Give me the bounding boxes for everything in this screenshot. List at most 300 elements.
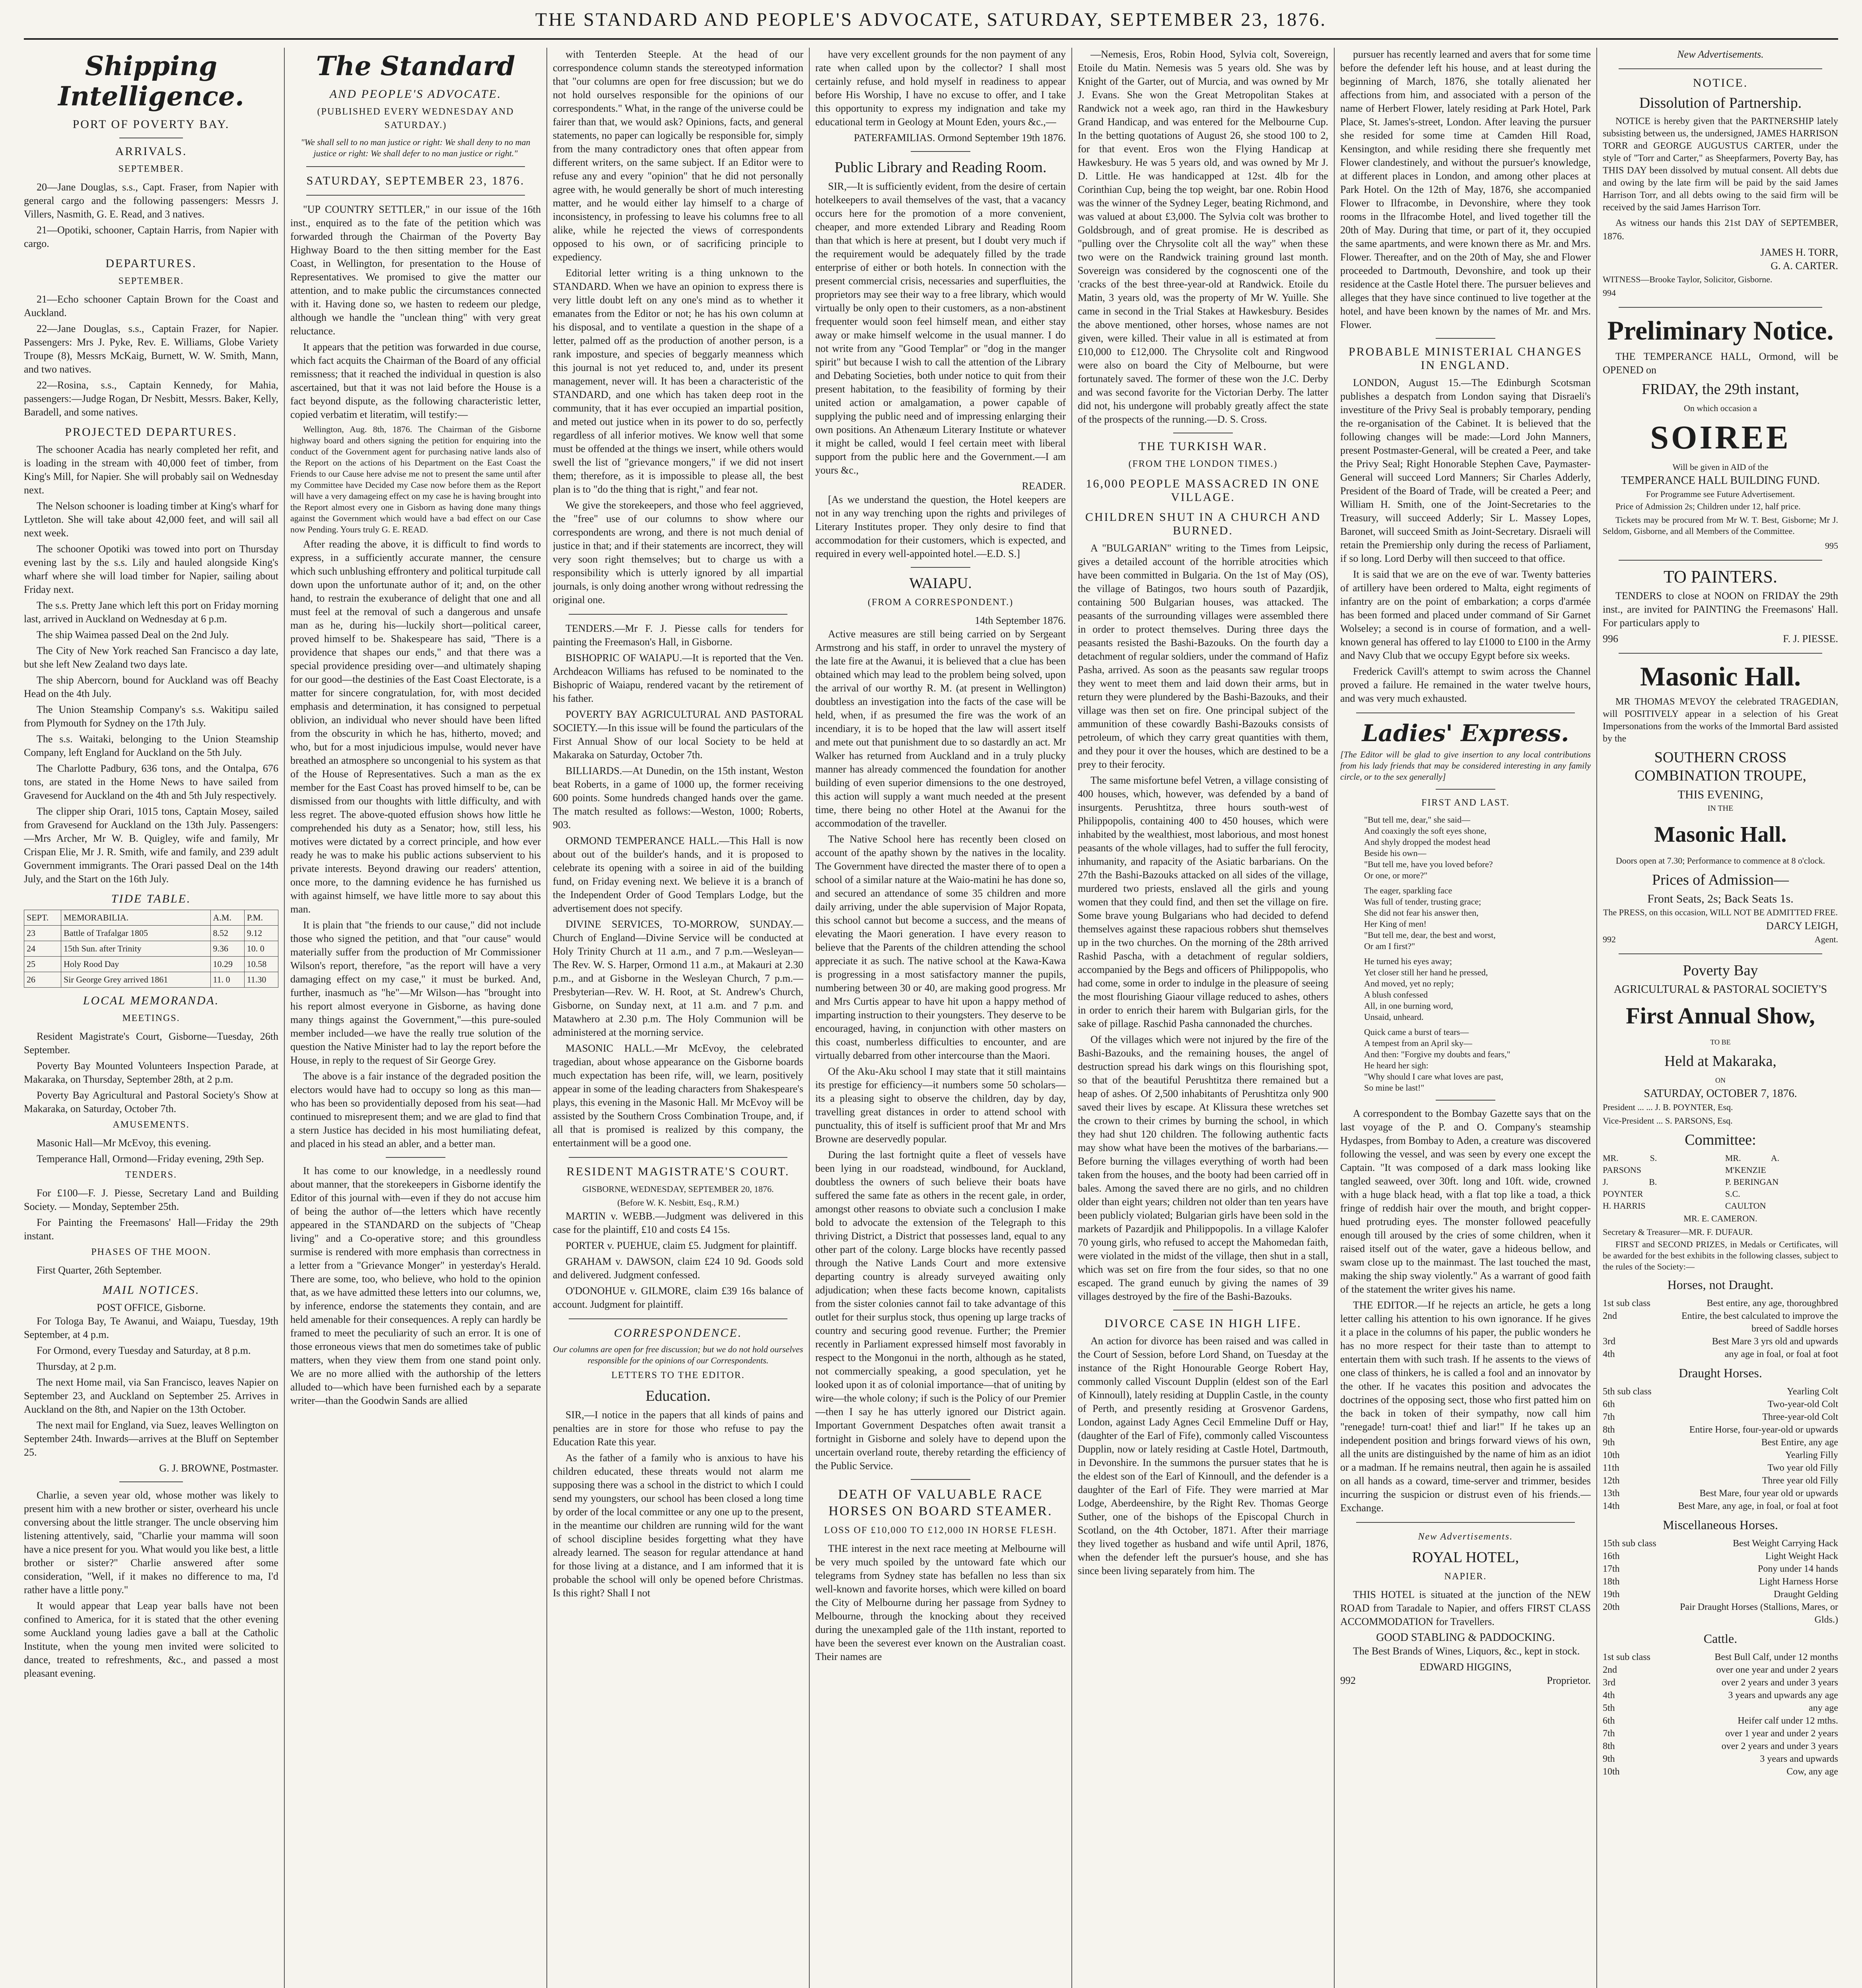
column-letters bbox=[815, 48, 1066, 1988]
divider bbox=[569, 1318, 787, 1319]
editorial-paragraph: It has come to our knowledge, in a needlessly round about manner, that the storekeepers in Gisborne identify the Editor of this journal with—even if they do not accuse him of being the author of—the letters which have recently appeared in the STANDARD on the subjects of "Cheap living" and a Co-operative store; and this groundless surmise is rendered with more emphasis than correctness in a letter from a "Grievance Monger" in yesterday's Herald. There are some, too, who believe, who hold to the opinion that, as we have admitted these letters into our columns, we, by inference, endorse the statements they contain, and are held amenable for their consequences. A reply can hardly be framed to meet the peculiarity of such an error. It is one of those erroneous views that men do sometimes take of public matters, when they view them from one stand point only. We are no more allied with the authorship of the letters alluded to—which have been furnished each by a separate writer—than the Goodwin Sands are allied bbox=[290, 1165, 541, 1406]
ministerial-paragraph: LONDON, August 15.—The Edinburgh Scotsman publishes a despatch from London saying that Disraeli's investiture of the Privy Seal is probably temporary, pending the re-organisation of the Cabinet. It is believed that the following changes will be made:—Lord John Manners, present Postmaster-General, will be created a Peer, and take the Privy Seal; Right Honorable Stephen Cave, Paymaster-General will succeed Lord Manners; Sir Charles Adderly, President of the Board of Trade, will be created a Peer; and William H. Smith, one of the Joint-Secretaries to the Treasury, will succeed Adderly; Sir L. Massey Lopes, Baronet, will succeed Smith as Joint-Secretary. Disraeli will retain the Premiership only during the recess of Parliament, if so long. Lord Derby will then succeed to that office. bbox=[1340, 377, 1591, 564]
amusement-item: Masonic Hall—Mr McEvoy, this evening. bbox=[37, 1137, 211, 1149]
editorial-paragraph: Editorial letter writing is a thing unknown to the STANDARD. When we have an opinion to express there is very little doubt left on any one's mind as to whether it emanates from the Editor or not; he has his own column at his disposal, and to ventilate a question in the shape of a letter, palmed off as the production of another person, is a rank imposture, and species of beggarly meanness which this journal is not yet reduced to, and, under its present management, never will. It has been a characteristic of the STANDARD, and one which has taken deep root in the community, that it has ever occupied an impartial position, and meted out justice when in its power to do so, perfectly regardless of all inferior motives. We know well that some must be offended at the things we insert, while others would swell the list of "grievance mongers," if we did not insert them; therefore, as it is impossible to please all, the best plan is to "do the thing that is right," and fear not. bbox=[553, 267, 803, 495]
mail-item: Thursday, at 2 p.m. bbox=[37, 1361, 117, 1372]
tide-cell: 23 bbox=[24, 926, 61, 941]
show-org: Poverty Bay bbox=[1683, 962, 1758, 979]
prize-class-row bbox=[1603, 1651, 1838, 1664]
tide-cell: Holy Rood Day bbox=[61, 957, 210, 972]
prize-class-number: 12th bbox=[1603, 1475, 1620, 1486]
prize-class-row bbox=[1603, 1487, 1838, 1500]
committee-right bbox=[1725, 1152, 1838, 1212]
column-divider bbox=[1596, 48, 1597, 1988]
turkish-paragraph: The same misfortune befel Vetren, a village consisting of 400 houses, which, however, was defended by a band of insurgents. Perushtitza, three hours south-west of Philippopolis, containing 400 to 450 houses, which were inhabited by the wealthiest, most laborious, and most honest peasants of the whole villages, had to suffer the full ferocity, inhumanity, and rapacity of the Asiatic barbarians. On the 27th the Bashi-Bazouks attacked on all sides of the village, murdered two priests, enslaved all the girls and young women that they could find, and then set the village on fire. Some brave young Bulgarians who had decided to defend themselves against these rapacious robbers shut themselves up in the two churches. On the morning of the 28th arrived Rashid Pascha, with a detachment of regular soldiers, accompanied by the Begs and officers of Philippopolis, who had come, some in order to indulge in the pleasure of seeing the most flourishing Giaour village reduced to ashes, others in order to enrich their harem with Bulgarian girls, for the sake of pillage. Raschid Pasha cannonaded the churches. bbox=[1078, 775, 1328, 1029]
tide-row bbox=[24, 941, 278, 957]
preliminary-notice-text: THE TEMPERANCE HALL, Ormond, will be OPENED on bbox=[1603, 351, 1838, 376]
prize-class-number: 6th bbox=[1603, 1399, 1615, 1409]
prize-class-number: 2nd bbox=[1603, 1311, 1617, 1321]
prize-class-number: 1st sub class bbox=[1603, 1298, 1650, 1309]
editor-paragraph: THE EDITOR.—If he rejects an article, he gets a long letter calling his attention to his own ignorance. If he gives it a place in the columns of his paper, the public wonders he has no more respect for their taste than to attempt to entertain them with such trash. If he assents to the views of one class of thinkers, he is called a fool and an innovator by the other. If he vacates this position and advocates the doctrines of the opposing sect, those who first patted him on the back in token of their sympathy, now call him "renegade! turn-coat! thief and liar!" If he takes up an independent position and brings forward views of his own, all the units are distinguished by the name of him as an idiot or a madman. If he remains neutral, then again he is assailed on all hands as a coward, time-server and trimmer, besides incurring the suspicion or distrust even of his friends.—Exchange. bbox=[1340, 1299, 1591, 1514]
poem-line: The eager, sparkling face bbox=[1364, 885, 1452, 895]
shipping-title: Shipping Intelligence. bbox=[58, 50, 244, 112]
poem-line: Was full of tender, trusting grace; bbox=[1364, 897, 1481, 907]
poem-line: "But tell me, have you loved before? bbox=[1364, 859, 1493, 869]
dissolution-signatory: G. A. CARTER. bbox=[1771, 260, 1838, 272]
royal-hotel-brands: The Best Brands of Wines, Liquors, &c., kept in stock. bbox=[1353, 1645, 1580, 1657]
column-news bbox=[553, 48, 803, 1988]
masonic-in: IN THE bbox=[1707, 804, 1734, 813]
tender-item: For £100—F. J. Piesse, Secretary Land and Building Society. — Monday, September 25th. bbox=[24, 1187, 278, 1212]
local-memoranda-heading: LOCAL MEMORANDA. bbox=[83, 994, 220, 1007]
prize-class-number: 8th bbox=[1603, 1425, 1615, 1435]
divider bbox=[1436, 338, 1495, 339]
news-item: ORMOND TEMPERANCE HALL.—This Hall is now about out of the builder's hands, and it is proposed to celebrate its opening with a soiree in aid of the building fund, on Friday evening next. We believe it is a branch of the Independent Order of Good Templars Lodge, but the advertisement does not specify. bbox=[553, 835, 803, 914]
royal-hotel-heading: ROYAL HOTEL, bbox=[1412, 1549, 1519, 1566]
column-divider bbox=[1071, 48, 1072, 1988]
poem-line: Or one, or more?" bbox=[1364, 870, 1428, 880]
prize-class-row bbox=[1603, 1423, 1838, 1436]
cattle-heading: Cattle. bbox=[1703, 1631, 1738, 1646]
ad-number: 994 bbox=[1603, 288, 1616, 298]
tide-cell: 10.58 bbox=[244, 957, 278, 972]
tide-cell: 26 bbox=[24, 972, 61, 988]
misc-heading: Miscellaneous Horses. bbox=[1663, 1518, 1778, 1532]
tide-cell: 25 bbox=[24, 957, 61, 972]
publication-note: (PUBLISHED EVERY WEDNESDAY AND SATURDAY.) bbox=[317, 107, 514, 130]
column-divider bbox=[546, 48, 547, 1988]
committee-member: MR. E. CAMERON. bbox=[1683, 1213, 1757, 1223]
library-heading: Public Library and Reading Room. bbox=[834, 159, 1047, 176]
departures-heading: DEPARTURES. bbox=[105, 257, 197, 270]
prize-class-number: 18th bbox=[1603, 1576, 1620, 1587]
prize-class-description: Two year old Filly bbox=[1767, 1463, 1838, 1473]
prize-class-description: Best Weight Carrying Hack bbox=[1733, 1538, 1838, 1549]
proprietor-title: Proprietor. bbox=[1547, 1675, 1591, 1686]
education-heading: Education. bbox=[645, 1388, 711, 1404]
editor-note: [As we understand the question, the Hotel keepers are not in any way trenching upon the rights and privileges of Literary Institutes proper. They only desire to find that accommodation for their customers, which is expected, and required in every well-appointed hotel.—E.D. S.] bbox=[815, 494, 1066, 559]
prize-class-list bbox=[1603, 1651, 1838, 1778]
new-ads-heading: New Advertisements. bbox=[1677, 49, 1764, 60]
racehorse-paragraph: —Nemesis, Eros, Robin Hood, Sylvia colt, Sovereign, Etoile du Matin. Nemesis was 5 years old. She was by Knight of the Garter, out of Murcia, and was owned by Mr J. Evans. She won the Great Metropolitan Stakes at Randwick not a week ago, ran third in the Hawkesbury Grand Handicap, and was entered for the Melbourne Cup. In the betting quotations of August 26, she stood 100 to 2, for that event. Eros won the Flying Handicap at Hawkesbury. He was 5 years old, and was owned by Mr J. D. Little. He was handicapped at 12st. 4lb for the Corinthian Cup, being the top weight, bar one. Robin Hood was the winner of the Sydney Leger, beating Richmond, and was valued at about £3,000. The Sylvia colt was brother to Goldsbrough, and of great promise. He is described as "pulling over the Chrysolite colt all the way" when these two were on the Randwick training ground last month. Sovereign was considered by the cognoscenti one of the 'cracks of the best three-year-old at Randwick. Etoile du Matin, 3 years old, was the property of Mr W. Yuille. She came in second in the Trial Stakes at Hawkesbury. Besides the above mentioned, other horses, whose names are not given, were killed. Their value in all is estimated at from £10,000 to £12,000. The Chrysolite colt and Ringwood were also on board the City of Melbourne, but were fortunately saved. The former of these won the J.C. Derby and was second favorite for the Victorian Derby. The latter did not, his undergone will probably greatly affect the state of the prospects of the running.—D. S. Cross. bbox=[1078, 49, 1328, 425]
column-divider bbox=[1334, 48, 1335, 1988]
prizes-text: FIRST and SECOND PRIZES, in Medals or Certificates, will be awarded for the best exhibits in the following classes, subject to the rules of the Society:— bbox=[1603, 1239, 1838, 1272]
prize-class-description: any age bbox=[1809, 1703, 1838, 1713]
divider bbox=[1619, 560, 1822, 561]
letters-heading: LETTERS TO THE EDITOR. bbox=[611, 1370, 745, 1380]
ladies-note: [The Editor will be glad to give insertion to any local contributions from his lady friends that may be considered interesting in any family circle, or to the sex generally] bbox=[1340, 749, 1591, 782]
tide-col-header: SEPT. bbox=[24, 910, 61, 926]
prize-class-description: Yearling Colt bbox=[1787, 1386, 1838, 1397]
letter-paragraph: SIR,—I notice in the papers that all kinds of pains and penalties are in store for those who refuse to pay the Education Rate this year. bbox=[553, 1409, 803, 1448]
prize-class-description: over 2 years and under 3 years bbox=[1721, 1741, 1838, 1751]
tide-cell: Sir George Grey arrived 1861 bbox=[61, 972, 210, 988]
prize-class-description: any age in foal, or foal at foot bbox=[1724, 1349, 1838, 1359]
prize-class-description: Best entire, any age, thoroughbred bbox=[1707, 1298, 1838, 1309]
moon-item: First Quarter, 26th September. bbox=[37, 1264, 162, 1276]
projected-item: The s.s. Waitaki, belonging to the Union Steamship Company, left England for Auckland on the 5th July. bbox=[24, 733, 278, 758]
prize-class-number: 6th bbox=[1603, 1716, 1615, 1726]
departures-month: SEPTEMBER. bbox=[118, 276, 184, 286]
column-divider bbox=[809, 48, 810, 1988]
arrival-item: 20—Jane Douglas, s.s., Capt. Fraser, from Napier with general cargo and the following passengers: Messrs J. Villers, Nasmith, G. E. Read, and 3 natives. bbox=[24, 181, 278, 220]
story-paragraph: Charlie, a seven year old, whose mother was likely to present him with a new brother or sister, overheard his uncle conversing about the little stranger. The uncle observing him listening attentively, said, "Charlie your mamma will soon have a nice present for you. What would you like best, a little brother or sister?" Charlie answered after some consideration, "Well, if it makes no difference to ma, I'd rather have a little pony." bbox=[24, 1489, 278, 1596]
preliminary-notice-heading: Preliminary Notice. bbox=[1607, 315, 1834, 346]
quoted-letter: Wellington, Aug. 8th, 1876. The Chairman of the Gisborne highway board and others signing the petition for enquiring into the conduct of the Government agent for purchasing native lands also of the Report on the actions of his Department on the East Coast the Friends to our Cause here advise me not to present the same until after my Committee have Decided my Case now before them as the Report will have a very damageing effect on my case he is having brought into the Report almost every one in Gisborn as having done many things against the Government which would have a bad effect on our Case now Pending. Yours truly G. E. READ. bbox=[290, 424, 541, 534]
waiapu-paragraph: Of the Aku-Aku school I may state that it still maintains its prestige for efficiency—it numbers some 50 scholars—its a pleasing sight to observe the children, day by day, travelling great distances in order to attend school with punctuality, this of itself is sufficient proof that Mr and Mrs Browne are deservedly popular. bbox=[815, 1066, 1066, 1145]
prize-class-row bbox=[1603, 1550, 1838, 1563]
prize-class-row bbox=[1603, 1714, 1838, 1727]
prize-class-description: Pony under 14 hands bbox=[1758, 1564, 1838, 1574]
prize-class-number: 4th bbox=[1603, 1690, 1615, 1701]
masonic-prices: Front Seats, 2s; Back Seats 1s. bbox=[1647, 892, 1794, 905]
prize-class-row bbox=[1603, 1310, 1838, 1335]
newspaper-title: The Standard bbox=[316, 50, 515, 82]
children-heading: CHILDREN SHUT IN A CHURCH AND BURNED. bbox=[1085, 511, 1321, 537]
waiapu-paragraph: The Native School here has recently been closed on account of the apathy shown by the natives in the locality. The Government have directed the master there of to open a school of a similar nature at the Waio-matini he has done so, and secured an attendance of some 35 children and more daily arriving, under the able supervision of Major Ropata, this school cannot but become a success, and the means of elevating the Maori generation. I have every reason to believe that the Parents of the children attending the school appreciate it as such. The native school at the Kawa-Kawa is progressing in a most satisfactory manner the pupils, numbering between 30 or 40, are making good progress. Mr and Mrs Curtis appear to have hit upon a happy method of imparting instruction to their youngsters. They deserve to be encouraged, having, in conjunction with other masters on this coast, numberless difficulties to encounter, and are virtually debarred from other intercourse than the Maori. bbox=[815, 833, 1066, 1061]
poem-line: And then: "Forgive my doubts and fears," bbox=[1364, 1049, 1510, 1059]
tide-cell: 10.29 bbox=[210, 957, 244, 972]
prize-class-number: 9th bbox=[1603, 1437, 1615, 1448]
tide-cell: 9.12 bbox=[244, 926, 278, 941]
masonic-hall-heading: Masonic Hall. bbox=[1640, 661, 1801, 691]
prize-class-row bbox=[1603, 1474, 1838, 1487]
prize-class-row bbox=[1603, 1335, 1838, 1348]
editorial-paragraph: "UP COUNTRY SETTLER," in our issue of the 16th inst., enquired as to the fate of the petition which was forwarded through the Chairman of the Poverty Bay Highway Board to the then sitting member for the East Coast, in Wellington, for presentation to the House of Representatives. We promised to give the matter our attention, and to make public the circumstances connected with it. Having done so, we hasten to redeem our pledge, although we handle the "unclean thing" with very great reluctance. bbox=[290, 204, 541, 337]
prize-class-list bbox=[1603, 1537, 1838, 1626]
newspaper-motto: "We shall sell to no man justice or right: We shall deny to no man justice or right: We shall defer to no man justice or right." bbox=[301, 137, 531, 158]
divider bbox=[911, 567, 970, 568]
ad-number: 992 bbox=[1340, 1675, 1356, 1686]
prize-class-description: Cow, any age bbox=[1786, 1767, 1838, 1777]
divider bbox=[1436, 1100, 1495, 1101]
masonic-press: The PRESS, on this occasion, WILL NOT BE ADMITTED FREE. bbox=[1603, 907, 1838, 917]
poem-line: Her King of men! bbox=[1364, 919, 1427, 929]
arrivals-heading: ARRIVALS. bbox=[115, 145, 187, 158]
masthead-rule bbox=[24, 38, 1838, 40]
tender-item: For Painting the Freemasons' Hall—Friday the 29th instant. bbox=[24, 1217, 278, 1242]
poem-line: And coaxingly the soft eyes shone, bbox=[1364, 826, 1487, 836]
arrival-item: 21—Opotiki, schooner, Captain Harris, from Napier with cargo. bbox=[24, 224, 278, 249]
prize-class-description: Heifer calf under 12 mths. bbox=[1738, 1716, 1838, 1726]
prize-class-number: 19th bbox=[1603, 1589, 1620, 1600]
divider bbox=[1619, 307, 1822, 308]
prize-class-number: 2nd bbox=[1603, 1665, 1617, 1675]
tide-cell: 9.36 bbox=[210, 941, 244, 957]
newspaper-subtitle: AND PEOPLE'S ADVOCATE. bbox=[329, 87, 502, 101]
soiree-tickets: Tickets may be procured from Mr W. T. Best, Gisborne; Mr J. Seldom, Gisborne, and all Members of the Committee. bbox=[1603, 515, 1838, 536]
masthead: THE STANDARD AND PEOPLE'S ADVOCATE, SATURDAY, SEPTEMBER 23, 1876. bbox=[535, 9, 1327, 30]
news-item: TENDERS.—Mr F. J. Piesse calls for tenders for painting the Freemason's Hall, in Gisborne. bbox=[553, 623, 803, 648]
amusement-item: Temperance Hall, Ormond—Friday evening, 29th Sep. bbox=[37, 1153, 264, 1165]
prize-class-description: Light Weight Hack bbox=[1765, 1551, 1838, 1561]
arrivals-month: SEPTEMBER. bbox=[118, 164, 184, 174]
poem-line: All, in one burning word, bbox=[1364, 1001, 1453, 1011]
racehorse-heading: DEATH OF VALUABLE RACE HORSES ON BOARD STEAMER. bbox=[828, 1487, 1053, 1518]
preliminary-notice-occasion: On which occasion a bbox=[1684, 403, 1757, 413]
committee-member: MR. A. M'KENZIE bbox=[1725, 1153, 1780, 1175]
ministerial-paragraph: It is said that we are on the eve of war. Twenty batteries of artillery have been ordered to Malta, eight regiments of infantry are on the point of embarkation; a corps d'armée has been formed and placed under command of Sir Garnet Wolseley; a second is in course of formation, and a well-known general has offered to lay £1000 to £100 in the Army and Navy Club that we occupy Egypt before six weeks. bbox=[1340, 569, 1591, 661]
prize-class-row bbox=[1603, 1348, 1838, 1361]
poem bbox=[1340, 814, 1591, 1093]
tenders-heading: TENDERS. bbox=[125, 1170, 177, 1180]
dissolution-text: NOTICE is hereby given that the PARTNERSHIP lately subsisting between us, the undersigned, JAMES HARRISON TORR and GEORGE AUGUSTUS CARTER, under the style of "Torr and Carter," as Sheepfarmers, Poverty Bay, has THIS DAY been dissolved by mutual consent. All debts due and owing by the late firm will be paid by the said James Harrison Torr, and all debts owing to the said firm will be received by the said James Harrison Torr. bbox=[1603, 116, 1838, 213]
tide-heading: TIDE TABLE. bbox=[111, 892, 191, 905]
poem-line: Unsaid, unheard. bbox=[1364, 1012, 1424, 1022]
poem-line: Quick came a burst of tears— bbox=[1364, 1027, 1469, 1037]
waiapu-heading: WAIAPU. bbox=[909, 575, 972, 592]
divider bbox=[1619, 653, 1822, 654]
tide-row bbox=[24, 972, 278, 988]
poem-line: "Why should I care what loves are past, bbox=[1364, 1072, 1503, 1081]
prize-class-description: Best Mare, four year old or upwards bbox=[1699, 1488, 1838, 1499]
poem-line: A tempest from an April sky— bbox=[1364, 1038, 1472, 1048]
thorough-heading: Horses, not Draught. bbox=[1667, 1277, 1774, 1292]
prize-class-description: Yearling Filly bbox=[1785, 1450, 1838, 1460]
turkish-sub: (FROM THE LONDON TIMES.) bbox=[1128, 459, 1278, 469]
tide-cell: 24 bbox=[24, 941, 61, 957]
poem-line: Or am I first?" bbox=[1364, 941, 1415, 951]
prize-class-description: Entire, the best calculated to improve the breed of Saddle horses bbox=[1681, 1311, 1838, 1334]
prize-class-number: 5th bbox=[1603, 1703, 1615, 1713]
preliminary-notice-date: FRIDAY, the 29th instant, bbox=[1642, 381, 1799, 398]
prize-class-row bbox=[1603, 1411, 1838, 1423]
show-tobe: TO BE bbox=[1710, 1038, 1731, 1046]
news-item: BISHOPRIC OF WAIAPU.—It is reported that the Ven. Archdeacon Williams has refused to be nominated to the Bishopric of Waiapu, rendered vacant by the retirement of his father. bbox=[553, 652, 803, 704]
poem-line: He turned his eyes away; bbox=[1364, 956, 1452, 966]
poem-line: "But tell me, dear," she said— bbox=[1364, 815, 1470, 825]
royal-hotel-stabling: GOOD STABLING & PADDOCKING. bbox=[1376, 1631, 1555, 1644]
prize-class-row bbox=[1603, 1740, 1838, 1753]
projected-heading: PROJECTED DEPARTURES. bbox=[65, 425, 237, 439]
prize-class-description: over one year and under 2 years bbox=[1716, 1665, 1838, 1675]
masonic-footer bbox=[1603, 933, 1838, 946]
masonic-signature: DARCY LEIGH, bbox=[1766, 920, 1838, 932]
prize-class-row bbox=[1603, 1537, 1838, 1550]
correspondence-note: Our columns are open for free discussion; but we do not hold ourselves responsible for the opinions of our Correspondents. bbox=[553, 1344, 803, 1365]
prize-class-description: over 1 year and under 2 years bbox=[1725, 1728, 1838, 1739]
divider bbox=[386, 1157, 445, 1158]
prize-class-description: 3 years and upwards any age bbox=[1728, 1690, 1838, 1701]
soiree-programme: For Programme see Future Advertisement. bbox=[1646, 489, 1795, 499]
committee-heading: Committee: bbox=[1685, 1132, 1756, 1148]
divider bbox=[1436, 789, 1495, 790]
news-item: DIVINE SERVICES, TO-MORROW, SUNDAY.—Church of England—Divine Service will be conducted at Holy Trinity Church at 11 a.m., and 7 p.m.—Wesleyan—The Rev. W. S. Harper, Ormond 11 a.m., at Makauri at 2.30 p.m., and at Gisborne in the Wesleyan Church, 7 p.m.—Presbyterian—Rev. W. H. Root, at St. Andrew's Church, Gisborne, on Sunday next, at 11 a.m. and 7 p.m. and Matawhero at 2.30 p.m. The Holy Communion will be administered at the morning service. bbox=[553, 918, 803, 1038]
story-paragraph: It would appear that Leap year balls have not been confined to America, for it is stated that the other evening some Auckland young ladies gave a ball at the Catholic Institute, when the young men invited were solicited to dance, treated to refreshments, &c., and passed a most pleasant evening. bbox=[24, 1600, 278, 1679]
ad-number: 992 bbox=[1603, 934, 1616, 944]
waiapu-date: 14th September 1876. bbox=[975, 615, 1066, 626]
prize-class-description: Best Bull Calf, under 12 months bbox=[1714, 1652, 1838, 1662]
column-divider bbox=[284, 48, 285, 1988]
column-editorial bbox=[290, 48, 541, 1988]
editorial-paragraph: It is plain that "the friends to our cause," did not include those who signed the petition, and that "our cause" would materially suffer from the production of Mr Commissioner Wilson's report, therefore, "as the report will have a very damaging effect on my case," it must be burked. And, further, inasmuch as "he"—Mr Wilson—has "brought into his report almost everyone in Gisborne, as having done many things against the Government,"—this pure-souled member included—we have the really true solution of the question the Native Minister had to lay the report before the House, in reply to the request of Sir George Grey. bbox=[290, 919, 541, 1066]
divorce-paragraph: pursuer has recently learned and avers that for some time before the defender left his house, and at least during the beginning of March, 1876, she totally alienated her affections from him, and associated with a person of the name of Herbert Flower, lately residing at Park Hotel, Park Place, St. James's-street, London. After leaving the pursuer she resided for some time at Camden Hill Road, Kensington, and while residing there she frequently met Flower clandestinely, and without the pursuer's knowledge, at different places in London, and among other places at Park Hotel. On the 12th of May, 1876, she accompanied Flower to Ilfracombe, in Devonshire, where they took rooms in the Ilfracombe Hotel, and lived together till the 20th of May. During that time, or part of it, they occupied the same apartments, and were known there as Mr. and Mrs. Flower. Thereafter, and on the 20th of May, she and Flower proceeded to Dartmouth, Devonshire, and took up their residence at the Castle Hotel there. The pursuer believes and alleges that they have since continued to live together at the hotel, and have been known by the names of Mr. and Mrs. Flower. bbox=[1340, 49, 1591, 330]
prize-class-row bbox=[1603, 1753, 1838, 1765]
waiapu-paragraph: During the last fortnight quite a fleet of vessels have been lying in our roadstead, windbound, for Auckland, doubtless the owners of such believe their boats have suffered the same fate as others in the recent gale, in order, amongst other reasons to obviate such a conclusion I make bold to advocate the extension of the Telegraph to this thriving District, a District that possesses land, equal to any other part of the colony. Large blocks have recently passed through the Native Lands Court and more extensive departing country is already surveyed awaiting only adjudication; when these facts become known, capitalists from the sister colonies cannot fail to take advantage of this outlet for their surplus stock, thus opening up large tracks of country and securing good revenue. Further; the Premier recently in Parliament expressed himself most favorably in respect to the Mongonui in the north, although as he stated, not commercially speaking, a good speculation, yet he looked upon it as of colonial importance—that of uniting by wire—the whole colony; if such is the Policy of our Premier—then I say he has utterly ignored our District again. Important Government Despatches often await transit a fortnight in Gisborne and solely have to depend upon the uncertain overland route, thereby retarding the efficiency of the Public Service. bbox=[815, 1149, 1066, 1472]
tide-cell: 11. 0 bbox=[210, 972, 244, 988]
meeting-item: Poverty Bay Mounted Volunteers Inspection Parade, at Makaraka, on Thursday, September 28th, at 2 p.m. bbox=[24, 1060, 278, 1085]
divider bbox=[1619, 68, 1822, 69]
show-heading: First Annual Show, bbox=[1626, 1003, 1815, 1029]
soiree-fund: TEMPERANCE HALL BUILDING FUND. bbox=[1621, 474, 1820, 487]
dissolution-witness: As witness our hands this 21st DAY of SEPTEMBER, 1876. bbox=[1603, 218, 1838, 242]
dissolution-heading: Dissolution of Partnership. bbox=[1639, 95, 1802, 111]
turkish-paragraph: A "BULGARIAN" writing to the Times from Leipsic, gives a detailed account of the horrible atrocities which have been committed in Bulgaria. On the 1st of May (OS), the village of Batingos, two hours south of Pazardjik, containing 500 Bulgarian houses, was attacked. The peasants of the surrounding villages were assembled there in order to protect themselves. During three days the peasants resisted the Bashi-Bazouks. On the fourth day a detachment of regular soldiers, under the command of Hafiz Pasha, arrived. As soon as the peasants saw regular troops they went to meet them and laid down their arms, but in return they were plundered by the Bashi-Bazouks, and their village was then set on fire. One principal subject of the ammunition of these cowardly Bashi-Bazouks consists of petroleum, of which they carry great quantities with them, and they pour it over the houses, which are destined to be a prey to their ferocity. bbox=[1078, 542, 1328, 770]
mail-item: The next mail for England, via Suez, leaves Wellington on September 24th. Inwards—arrives at the Bluff on September 25. bbox=[24, 1419, 278, 1458]
dissolution-witness-name: WITNESS—Brooke Taylor, Solicitor, Gisborne. bbox=[1603, 274, 1773, 284]
dissolution-signatory: JAMES H. TORR, bbox=[1760, 247, 1838, 258]
tide-row bbox=[24, 926, 278, 941]
prize-class-row bbox=[1603, 1664, 1838, 1676]
editorial-paragraph: with Tenterden Steeple. At the head of our correspondence column stands the stereotyped information that "our columns are open for free discussion; but we do not hold ourselves responsible for the opinions of our correspondents." What, in the range of the universe could be fairer than that, we would ask? Opinions, facts, and general statements, no paper can logically be responsible for, simply from the many contradictory ones that often appear from different writers, on the same subject. If an Editor were to refuse any and every "opinion" that he did not personally agree with, he would generally be short of much interesting matter, and he would either lay himself to a charge of inconsistency, in professing to leave his columns free to all alike, while he rejected the views of correspondents opposed to his own, or of sacrificing principle to expediency. bbox=[553, 49, 803, 263]
waiapu-sub: (FROM A CORRESPONDENT.) bbox=[867, 597, 1014, 608]
prize-class-row bbox=[1603, 1436, 1838, 1449]
meetings-heading: MEETINGS. bbox=[122, 1013, 180, 1023]
prize-class-description: Best Mare, any age, in foal, or foal at foot bbox=[1678, 1501, 1838, 1511]
masonic-hall-venue: Masonic Hall. bbox=[1654, 822, 1787, 847]
masonic-prices-heading: Prices of Admission— bbox=[1652, 872, 1789, 888]
prize-class-number: 9th bbox=[1603, 1754, 1615, 1764]
tide-col-header: A.M. bbox=[210, 910, 244, 926]
divider bbox=[569, 1157, 787, 1158]
column-advertisements bbox=[1603, 48, 1838, 1988]
tide-col-header: P.M. bbox=[244, 910, 278, 926]
committee-member: S.C. CAULTON bbox=[1725, 1189, 1766, 1211]
royal-hotel-footer bbox=[1340, 1674, 1591, 1687]
painters-heading: TO PAINTERS. bbox=[1663, 567, 1778, 586]
tide-cell: 15th Sun. after Trinity bbox=[61, 941, 210, 957]
poem-line: She did not fear his answer then, bbox=[1364, 908, 1479, 918]
court-case: GRAHAM v. DAWSON, claim £24 10 9d. Goods sold and delivered. Judgment confessed. bbox=[553, 1256, 803, 1281]
prize-class-row bbox=[1603, 1588, 1838, 1601]
prize-class-description: Two-year-old Colt bbox=[1767, 1399, 1838, 1409]
new-ads-heading: New Advertisements. bbox=[1418, 1532, 1513, 1542]
news-item: POVERTY BAY AGRICULTURAL AND PASTORAL SOCIETY.—In this issue will be found the particulars of the First Annual Show of our local Society to be held at Makaraka on Saturday, October 7th. bbox=[553, 709, 803, 761]
prize-class-list bbox=[1603, 1297, 1838, 1361]
racehorse-paragraph: THE interest in the next race meeting at Melbourne will be very much spoiled by the untoward fate which our telegrams from Sydney state has befallen no less than six well-known and favorite horses, which were killed on board the City of Melbourne during her passage from Sydney to Melbourne, through the knocking about they received during the unexampled gale of the 11th instant, reported to have been the severest ever known on the Australian coast. Their names are bbox=[815, 1543, 1066, 1662]
divider bbox=[569, 614, 787, 615]
show-held: Held at Makaraka, bbox=[1664, 1053, 1776, 1070]
poem-line: And moved, yet no reply; bbox=[1364, 978, 1454, 988]
projected-item: The Charlotte Padbury, 636 tons, and the Ontalpa, 676 tons, are stated in the Home News to have sailed from Gravesend for Auckland on the 4th and 5th July respectively. bbox=[24, 763, 278, 801]
prize-class-description: Light Harness Horse bbox=[1759, 1576, 1838, 1587]
letter-signature: READER. bbox=[1022, 480, 1066, 492]
masonic-evening: THIS EVENING, bbox=[1677, 788, 1763, 801]
news-item: BILLIARDS.—At Dunedin, on the 15th instant, Weston beat Roberts, in a game of 1000 up, the former receiving 600 points. Some hundreds changed hands over the game. The match resulted as follows:—Weston, 1000; Roberts, 903. bbox=[553, 765, 803, 831]
royal-hotel-place: NAPIER. bbox=[1444, 1571, 1487, 1582]
tide-table bbox=[24, 910, 278, 988]
prize-class-row bbox=[1603, 1727, 1838, 1740]
mail-office: POST OFFICE, Gisborne. bbox=[96, 1302, 206, 1313]
prize-class-row bbox=[1603, 1449, 1838, 1462]
prize-class-row bbox=[1603, 1765, 1838, 1778]
turkish-paragraph: Of the villages which were not injured by the fire of the Bashi-Bazouks, and the remaining houses, the angel of destruction spread his dark wings on this flourishing spot, so that of the beautiful Perushtitza there remained but a heap of ashes. Of 2,500 inhabitants of Perushtitza only 900 saved their lives by escape. At Klissura these wretches set the crown to their crimes by burning the school, in which they had shut 120 children. The following authentic facts may show what have been the motives of the barbarians.—Before burning the villages everything of worth had been taken from the houses, and the booty had been carried off in bales. Among the saved there are no girls, and no children older than eight years; children not older than ten years have been publicly violated; Bulgarian girls have been sold in the markets of Pazardjik and Philippopolis. In a village Kalofer 70 young girls, who refused to accept the Mahomedan faith, were violated in the midst of the village, then shut in a stall, which was set on fire from the four sides, so that no one escaped. The grand eunuch by giving the names of 39 villages destroyed by the fire of the Bashi-Bazouks. bbox=[1078, 1034, 1328, 1302]
prize-class-list bbox=[1603, 1385, 1838, 1512]
mail-item: For Tologa Bay, Te Awanui, and Waiapu, Tuesday, 19th September, at 4 p.m. bbox=[24, 1315, 278, 1340]
prize-class-description: Pair Draught Horses (Stallions, Mares, or Glds.) bbox=[1680, 1602, 1838, 1625]
divider bbox=[911, 151, 970, 152]
divider bbox=[1619, 953, 1822, 954]
prize-class-row bbox=[1603, 1702, 1838, 1714]
prize-class-number: 7th bbox=[1603, 1728, 1615, 1739]
prize-class-description: Best Entire, any age bbox=[1761, 1437, 1838, 1448]
royal-hotel-text: THIS HOTEL is situated at the junction of the NEW ROAD from Taradale to Napier, and offers FIRST CLASS ACCOMMODATION for Travellers. bbox=[1340, 1589, 1591, 1627]
mail-item: For Ormond, every Tuesday and Saturday, at 8 p.m. bbox=[37, 1345, 251, 1356]
racehorse-sub: LOSS OF £10,000 TO £12,000 IN HORSE FLESH. bbox=[824, 1525, 1057, 1536]
court-date: GISBORNE, WEDNESDAY, SEPTEMBER 20, 1876. bbox=[582, 1184, 774, 1194]
poem-title: FIRST AND LAST. bbox=[1421, 798, 1510, 808]
committee-list bbox=[1603, 1152, 1838, 1212]
editorial-paragraph: We give the storekeepers, and those who feel aggrieved, the "free" use of our columns to show where our correspondents are wrong, and there is not much denial of justice in that; and if their statements are incorrect, they will very soon right themselves; but to charge us with a responsibility which is utterly ignored by all impartial journals, is only doing another wrong without redressing the original one. bbox=[553, 499, 803, 606]
show-vice-president: Vice-President ... S. PARSONS, Esq. bbox=[1603, 1116, 1733, 1126]
court-case: PORTER v. PUEHUE, claim £5. Judgment for plaintiff. bbox=[566, 1240, 797, 1251]
prize-class-number: 5th sub class bbox=[1603, 1386, 1652, 1397]
prize-class-row bbox=[1603, 1500, 1838, 1512]
painters-footer bbox=[1603, 632, 1838, 646]
prize-class-number: 14th bbox=[1603, 1501, 1620, 1511]
prize-class-number: 1st sub class bbox=[1603, 1652, 1650, 1662]
port-heading: PORT OF POVERTY BAY. bbox=[72, 118, 230, 131]
poem-line: And shyly dropped the modest head bbox=[1364, 837, 1491, 847]
ladies-heading: Ladies' Express. bbox=[1362, 720, 1569, 747]
prize-class-row bbox=[1603, 1462, 1838, 1474]
editorial-paragraph: It appears that the petition was forwarded in due course, which fact acquits the Chairman of the Board of any official remissness; that it reached the individual in question is also ascertained, but that it was not laid before the House is a fact beyond dispute, as the following characteristic letter, copied verbatim et literatim, will testify:— bbox=[290, 341, 541, 420]
committee-member: P. BERINGAN bbox=[1725, 1177, 1779, 1187]
massacre-heading: 16,000 PEOPLE MASSACRED IN ONE VILLAGE. bbox=[1086, 477, 1320, 504]
projected-item: The Nelson schooner is loading timber at King's wharf for Lyttleton. She will take about 42,000 feet, and will sail all next week. bbox=[24, 500, 278, 539]
column-shipping bbox=[24, 48, 278, 1988]
prize-class-number: 7th bbox=[1603, 1412, 1615, 1422]
prize-class-row bbox=[1603, 1563, 1838, 1575]
soiree-aid: Will be given in AID of the bbox=[1672, 462, 1769, 472]
divorce-heading: DIVORCE CASE IN HIGH LIFE. bbox=[1104, 1317, 1302, 1330]
postmaster-signature: G. J. BROWNE, Postmaster. bbox=[159, 1462, 278, 1474]
projected-item: The schooner Opotiki was towed into port on Thursday evening last by the s.s. Lily and hauled alongside King's wharf where she will load timber for Napier, sailing about Friday next. bbox=[24, 543, 278, 595]
editorial-date: SATURDAY, SEPTEMBER 23, 1876. bbox=[306, 174, 525, 187]
tide-cell: 8.52 bbox=[210, 926, 244, 941]
meeting-item: Resident Magistrate's Court, Gisborne—Tuesday, 26th September. bbox=[24, 1031, 278, 1056]
show-president: President ... ... J. B. POYNTER, Esq. bbox=[1603, 1102, 1733, 1112]
prize-class-row bbox=[1603, 1398, 1838, 1411]
painters-signature: F. J. PIESSE. bbox=[1783, 633, 1838, 645]
draught-heading: Draught Horses. bbox=[1679, 1366, 1762, 1380]
poem-line: Beside his own— bbox=[1364, 848, 1427, 858]
show-on: ON bbox=[1715, 1076, 1726, 1084]
ad-number: 996 bbox=[1603, 633, 1618, 645]
poem-line: "But tell me, dear, the best and worst, bbox=[1364, 930, 1496, 940]
prize-class-number: 13th bbox=[1603, 1488, 1620, 1499]
prize-class-number: 10th bbox=[1603, 1450, 1620, 1460]
masonic-doors: Doors open at 7.30; Performance to commence at 8 o'clock. bbox=[1615, 856, 1825, 866]
prize-class-description: Draught Gelding bbox=[1774, 1589, 1838, 1600]
tide-cell: Battle of Trafalgar 1805 bbox=[61, 926, 210, 941]
projected-item: The s.s. Pretty Jane which left this port on Friday morning last, arrived in Auckland on Wednesday at 6 p.m. bbox=[24, 600, 278, 625]
prize-class-number: 17th bbox=[1603, 1564, 1620, 1574]
prize-class-row bbox=[1603, 1385, 1838, 1398]
prize-class-number: 3rd bbox=[1603, 1336, 1615, 1347]
tide-cell: 11.30 bbox=[244, 972, 278, 988]
poem-line: A blush confessed bbox=[1364, 990, 1428, 1000]
turkish-heading: THE TURKISH WAR. bbox=[1138, 440, 1268, 453]
departure-item: 22—Jane Douglas, s.s., Captain Frazer, for Napier. Passengers: Mrs J. Pyke, Rev. E. Williams, Globe Variety Troupe (8), Messrs McKaig, Burnett, W. W. Smith, Mann, and two natives. bbox=[24, 323, 278, 375]
prize-class-number: 10th bbox=[1603, 1767, 1620, 1777]
divider bbox=[306, 166, 525, 167]
masonic-troupe: SOUTHERN CROSS COMBINATION TROUPE, bbox=[1634, 749, 1807, 784]
moon-heading: PHASES OF THE MOON. bbox=[91, 1247, 211, 1257]
prize-class-description: Three year old Filly bbox=[1762, 1475, 1838, 1486]
ministerial-paragraph: Frederick Cavill's attempt to swim across the Channel proved a failure. He remained in the water twelve hours, and was very much exhausted. bbox=[1340, 666, 1591, 704]
meeting-item: Poverty Bay Agricultural and Pastoral Society's Show at Makaraka, on Saturday, October 7th. bbox=[24, 1089, 278, 1114]
